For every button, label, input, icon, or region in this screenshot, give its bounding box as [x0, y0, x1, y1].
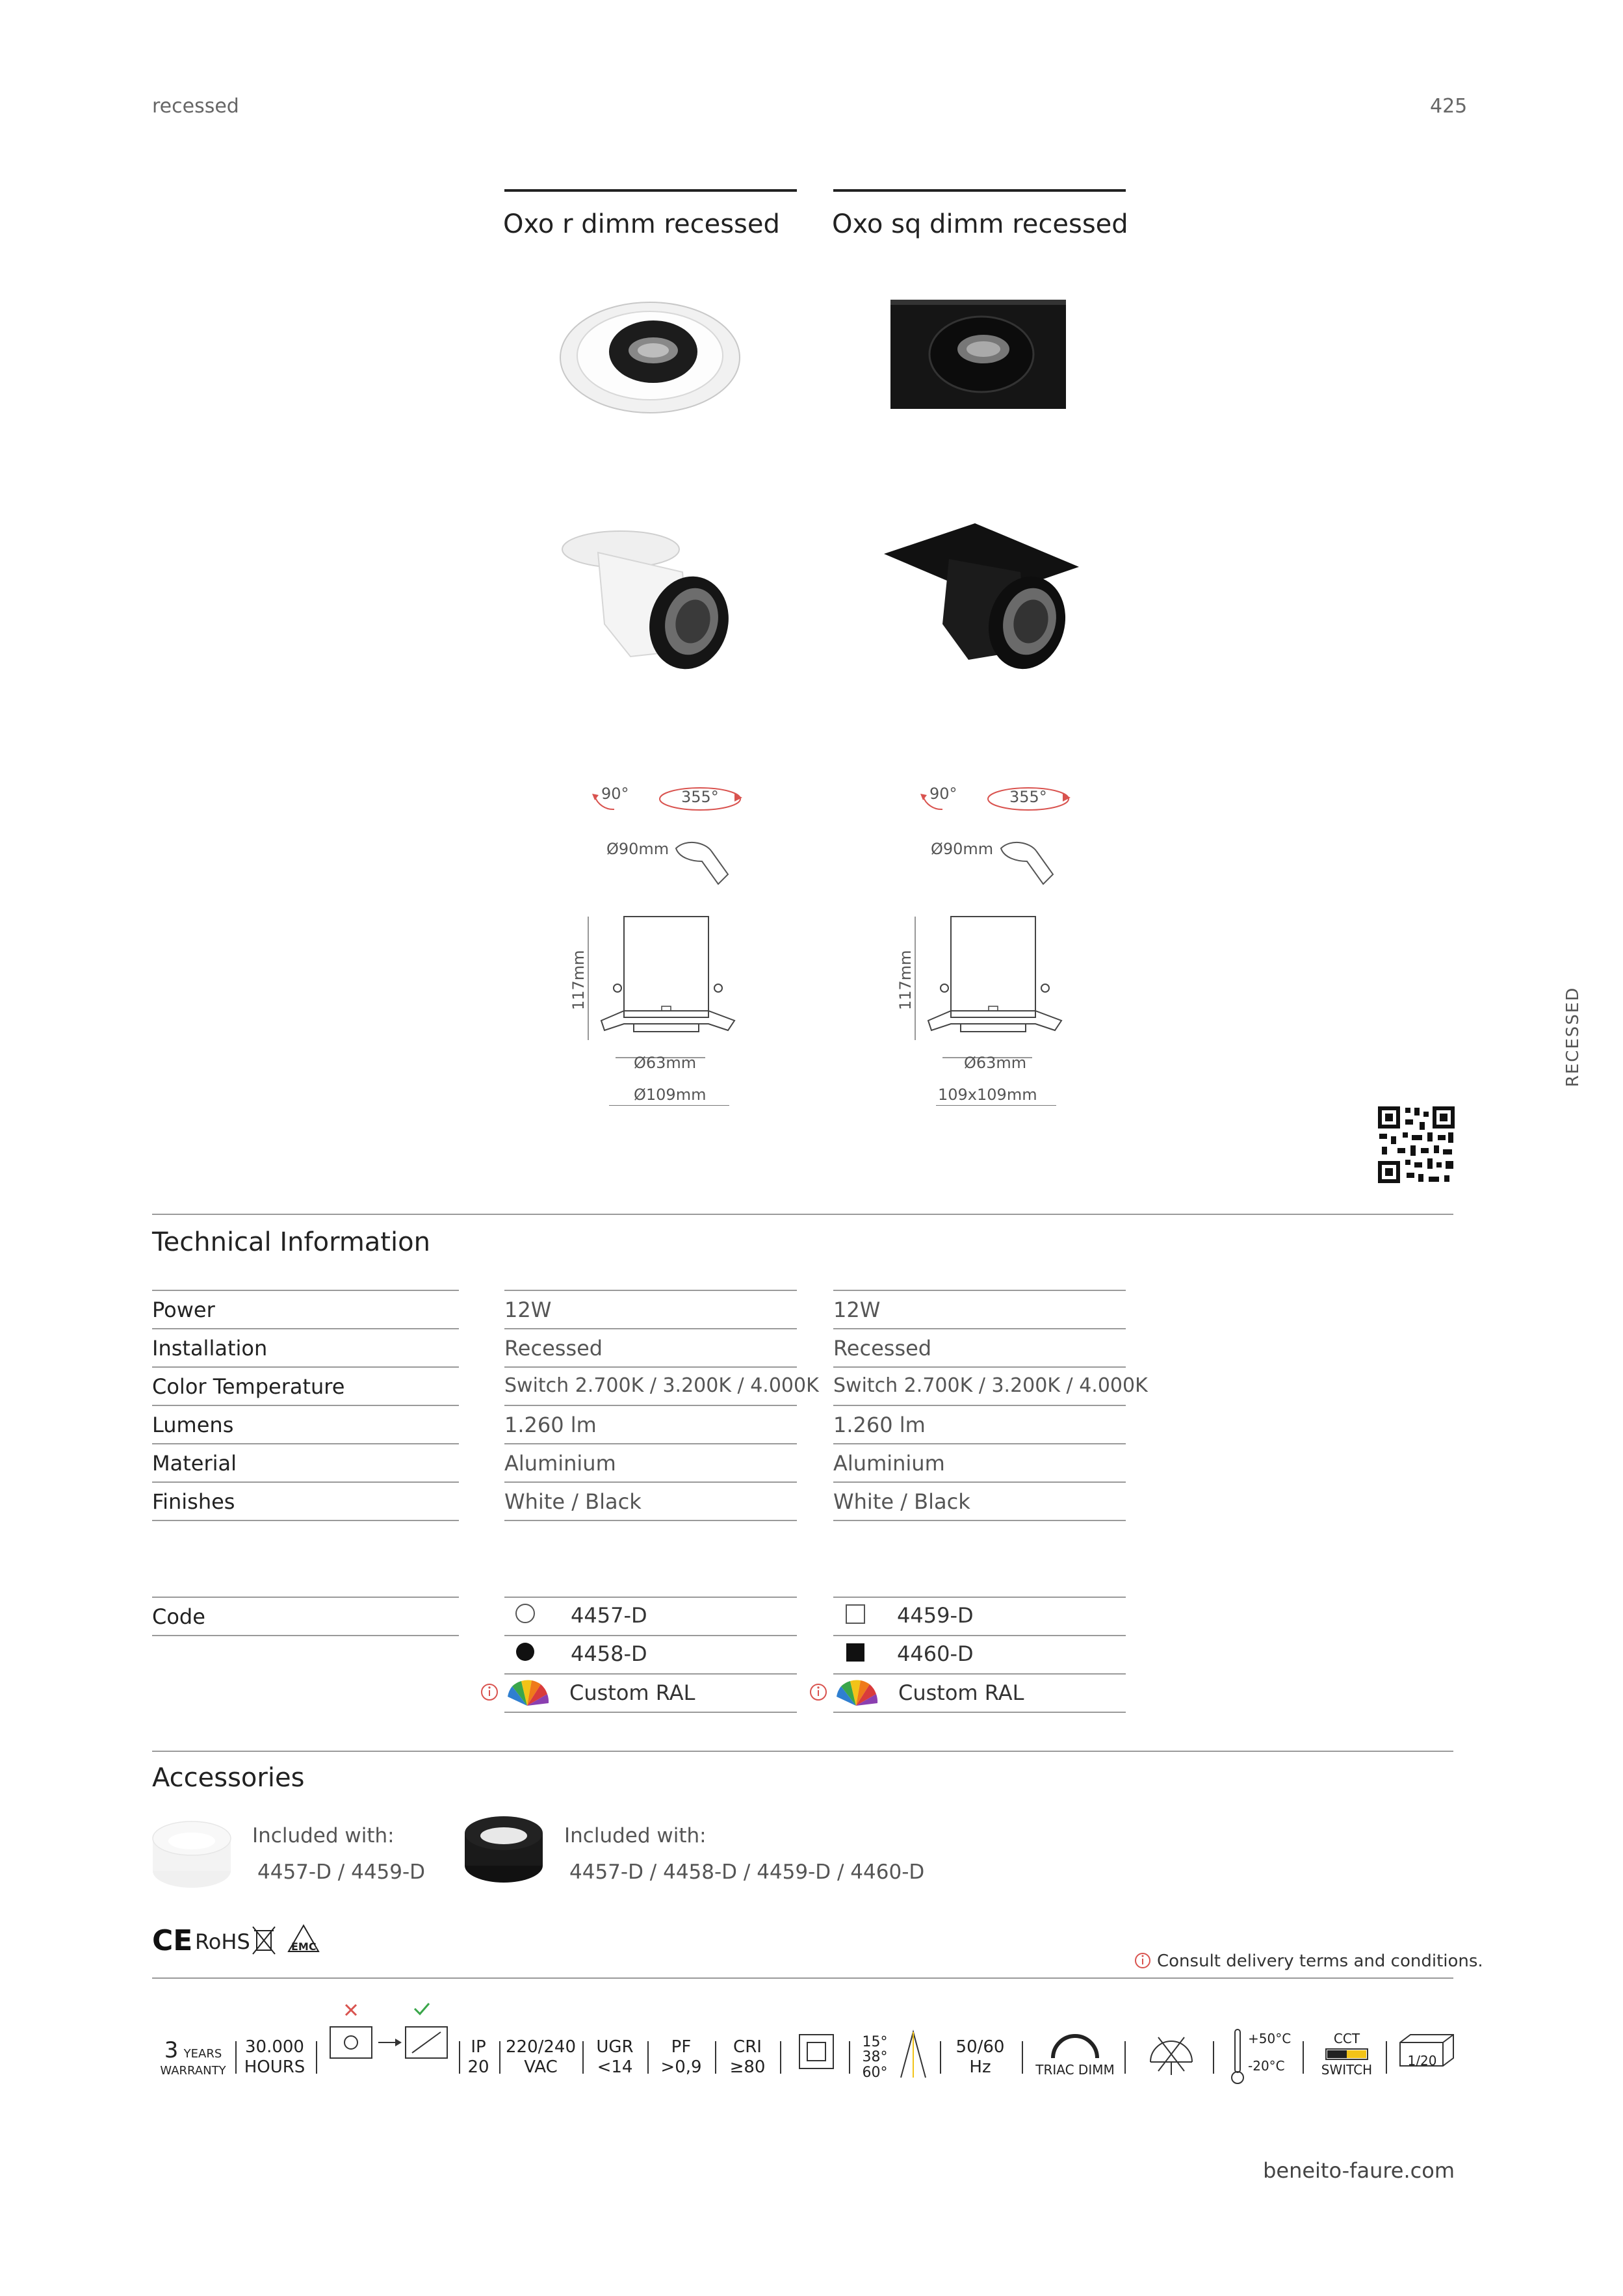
label-rule [152, 1481, 459, 1483]
weee-bin-icon [251, 1924, 277, 1957]
product-1-front-image [556, 296, 744, 419]
ip-label: IP [471, 2037, 486, 2057]
hours-word: HOURS [244, 2057, 305, 2077]
product-2-section-drawing [889, 913, 1084, 1069]
spec-separator [499, 2041, 500, 2074]
product-2-title: Oxo sq dimm recessed [832, 209, 1128, 239]
code-4457: 4457-D [571, 1603, 647, 1628]
product-1-section-drawing [562, 913, 757, 1069]
value-rule [833, 1405, 1126, 1406]
pf-label: PF [671, 2037, 692, 2057]
voltage-unit: VAC [524, 2057, 558, 2077]
pack-quantity: 1/20 [1407, 2053, 1437, 2068]
ip-value: 20 [467, 2057, 489, 2077]
cutout-tool-icon [673, 835, 731, 887]
beam-angle-2: 38° [862, 2049, 888, 2066]
value-rule [504, 1443, 797, 1444]
value-rule [833, 1366, 1126, 1368]
value-rule [504, 1481, 797, 1483]
code-rule [504, 1673, 797, 1675]
product-2-inner-diameter: Ø63mm [964, 1054, 1027, 1072]
frequency-value: 50/60 [955, 2037, 1005, 2057]
beam-cone-icon [898, 2028, 928, 2080]
warranty-years: YEARS [183, 2046, 222, 2061]
section-label: recessed [152, 95, 239, 118]
label-power: Power [152, 1298, 215, 1322]
label-installation: Installation [152, 1336, 268, 1361]
info-icon[interactable] [809, 1682, 828, 1702]
spec-separator [582, 2041, 584, 2074]
product-1-outer-size: Ø109mm [634, 1086, 707, 1104]
emc-mark: EMC [291, 1940, 317, 1953]
label-lumens: Lumens [152, 1413, 234, 1437]
cct-switch-label: SWITCH [1321, 2062, 1373, 2078]
pf-value: >0,9 [660, 2057, 702, 2077]
code-4459: 4459-D [897, 1603, 974, 1628]
p2-lumens: 1.260 lm [833, 1413, 926, 1437]
label-color-temperature: Color Temperature [152, 1374, 345, 1399]
black-accessory-ring [463, 1814, 545, 1885]
cri-value: ≥80 [729, 2057, 766, 2077]
product-2-rotation: 355° [1009, 788, 1047, 806]
label-rule [152, 1443, 459, 1444]
product-1-height: 117mm [569, 950, 588, 1010]
warranty-badge [157, 2028, 229, 2087]
accessories-title: Accessories [152, 1763, 305, 1793]
hours-number: 30.000 [245, 2037, 304, 2057]
code-4458: 4458-D [571, 1641, 647, 1666]
product-2-cutout: Ø90mm [931, 840, 994, 858]
accessory-1-codes: 4457-D / 4459-D [257, 1860, 426, 1884]
voltage-value: 220/240 [505, 2037, 576, 2057]
spec-separator [1124, 2041, 1126, 2074]
code-rule [833, 1597, 1126, 1598]
product-2-title-rule [833, 189, 1126, 192]
cri-label: CRI [733, 2037, 762, 2057]
delivery-notice: Consult delivery terms and conditions. [1157, 1951, 1483, 1971]
class-2-insulation-icon [798, 2033, 835, 2070]
ral-color-fan-icon [504, 1677, 550, 1708]
spec-separator [849, 2041, 850, 2074]
spec-separator [235, 2041, 237, 2074]
product-1-title-rule [504, 189, 797, 192]
custom-ral-2: Custom RAL [898, 1680, 1024, 1705]
warranty-word: WARRANTY [160, 2063, 226, 2078]
p2-color-temperature: Switch 2.700K / 3.200K / 4.000K [833, 1374, 1148, 1397]
ugr-label: UGR [596, 2037, 634, 2057]
info-icon[interactable] [1134, 1951, 1152, 1970]
spec-separator [316, 2041, 317, 2074]
warranty-number: 3 [164, 2037, 179, 2063]
no-uv-lamp-replace-icon [325, 2001, 455, 2065]
frequency-unit: Hz [969, 2057, 991, 2077]
page-number: 425 [1430, 95, 1468, 118]
p2-material: Aluminium [833, 1451, 945, 1476]
product-2-front-image [887, 296, 1069, 413]
power-factor [654, 2028, 708, 2087]
value-rule [833, 1290, 1126, 1291]
label-rule [152, 1520, 459, 1521]
p1-power: 12W [504, 1298, 552, 1322]
product-1-cutout: Ø90mm [606, 840, 669, 858]
value-rule [833, 1520, 1126, 1521]
spec-separator [1213, 2041, 1214, 2074]
p2-power: 12W [833, 1298, 881, 1322]
label-rule [152, 1290, 459, 1291]
beam-angle-3: 60° [862, 2064, 888, 2081]
triac-dimm-label: TRIAC DIMM [1035, 2062, 1115, 2078]
product-2-height: 117mm [896, 950, 915, 1010]
cct-label: CCT [1333, 2031, 1360, 2046]
product-1-side-image [559, 527, 747, 676]
spec-separator [459, 2041, 460, 2074]
product-1-inner-diameter: Ø63mm [634, 1054, 697, 1072]
product-2-tilt: 90° [929, 785, 957, 803]
value-rule [504, 1520, 797, 1521]
product-1-tilt: 90° [601, 785, 629, 803]
tech-title: Technical Information [152, 1227, 430, 1257]
label-rule [152, 1328, 459, 1329]
spec-separator [1303, 2041, 1304, 2074]
p2-finishes: White / Black [833, 1489, 970, 1514]
p1-finishes: White / Black [504, 1489, 642, 1514]
accessory-2-label: Included with: [564, 1824, 707, 1847]
code-rule [504, 1597, 797, 1598]
black-round-swatch-icon [515, 1641, 536, 1662]
spec-separator [647, 2041, 649, 2074]
code-rule [152, 1597, 459, 1598]
temp-max: +50°C [1248, 2031, 1292, 2046]
no-insulation-cover-icon [1145, 2028, 1197, 2080]
product-2-outer-rule [936, 1105, 1056, 1106]
spec-separator [1386, 2041, 1387, 2074]
temp-min: -20°C [1248, 2058, 1285, 2074]
value-rule [504, 1328, 797, 1329]
code-4460: 4460-D [897, 1641, 974, 1666]
ip-rating [463, 2028, 494, 2087]
p1-color-temperature: Switch 2.700K / 3.200K / 4.000K [504, 1374, 819, 1397]
product-1-rotation: 355° [681, 788, 719, 806]
value-rule [833, 1328, 1126, 1329]
website-link[interactable]: beneito-faure.com [1263, 2158, 1455, 2183]
code-rule [504, 1712, 797, 1713]
white-accessory-ring [151, 1819, 233, 1890]
ce-mark: CE [152, 1924, 193, 1957]
value-rule [833, 1481, 1126, 1483]
ral-color-fan-icon [833, 1677, 879, 1708]
value-rule [504, 1290, 797, 1291]
accessory-1-label: Included with: [252, 1824, 395, 1847]
p1-lumens: 1.260 lm [504, 1413, 597, 1437]
white-round-swatch-icon [515, 1603, 536, 1624]
specs-divider [152, 1977, 1453, 1979]
ugr [589, 2028, 641, 2087]
rohs-mark: RoHS [195, 1929, 250, 1954]
label-code: Code [152, 1604, 205, 1629]
code-rule [504, 1635, 797, 1636]
product-1-title: Oxo r dimm recessed [503, 209, 780, 239]
white-square-swatch-icon [845, 1604, 866, 1624]
code-rule [833, 1635, 1126, 1636]
side-tab-label: RECESSED [1563, 986, 1583, 1088]
beam-angle-1: 15° [862, 2034, 888, 2051]
label-rule [152, 1405, 459, 1406]
cct-switch-icon [1325, 2048, 1369, 2061]
side-tab [1553, 962, 1592, 1118]
code-rule [152, 1635, 459, 1636]
label-material: Material [152, 1451, 237, 1476]
lifetime-hours [240, 2028, 309, 2087]
accessory-2-codes: 4457-D / 4458-D / 4459-D / 4460-D [569, 1860, 925, 1884]
product-2-outer-size: 109x109mm [938, 1086, 1037, 1104]
info-icon[interactable] [480, 1682, 499, 1702]
code-rule [833, 1712, 1126, 1713]
value-rule [833, 1443, 1126, 1444]
p2-installation: Recessed [833, 1336, 932, 1361]
label-finishes: Finishes [152, 1489, 235, 1514]
spec-separator [780, 2041, 781, 2074]
product-1-outer-rule [609, 1105, 729, 1106]
black-square-swatch-icon [845, 1642, 866, 1663]
value-rule [504, 1366, 797, 1368]
spec-separator [1022, 2041, 1023, 2074]
code-rule [833, 1673, 1126, 1675]
frequency [946, 2028, 1014, 2087]
tech-divider [152, 1214, 1453, 1215]
qr-code[interactable] [1377, 1105, 1456, 1184]
cri [721, 2028, 773, 2087]
accessories-divider [152, 1751, 1453, 1752]
product-2-side-image [877, 520, 1085, 676]
dimmer-arc-icon [1049, 2028, 1101, 2061]
cutout-tool-icon [998, 835, 1056, 887]
p1-material: Aluminium [504, 1451, 616, 1476]
voltage [504, 2028, 577, 2087]
label-rule [152, 1366, 459, 1368]
spec-separator [940, 2041, 941, 2074]
beam-angles [855, 2028, 894, 2087]
spec-separator [715, 2041, 716, 2074]
p1-installation: Recessed [504, 1336, 603, 1361]
value-rule [504, 1405, 797, 1406]
custom-ral-1: Custom RAL [569, 1680, 695, 1705]
thermometer-icon [1230, 2027, 1245, 2085]
ugr-value: <14 [597, 2057, 633, 2077]
